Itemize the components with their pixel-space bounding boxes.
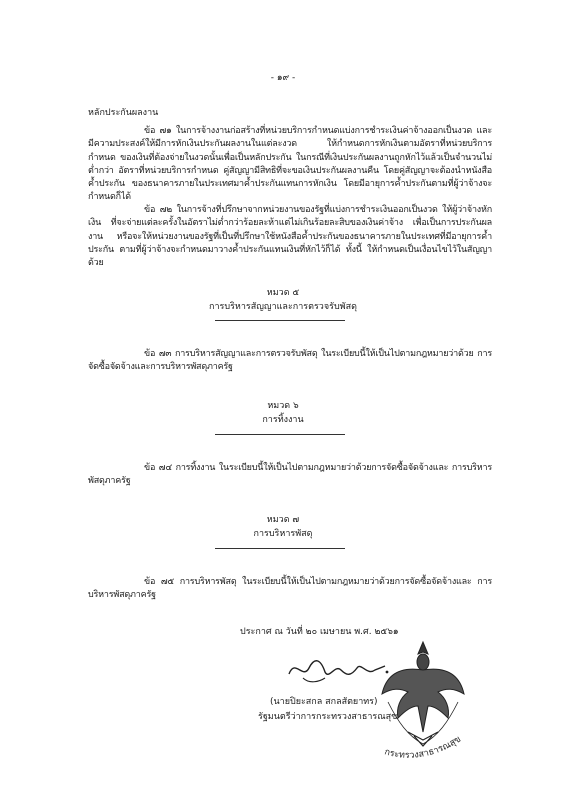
chapter-5-label: หมวด ๕ — [266, 288, 300, 298]
clause-71: ข้อ ๗๑ ในการจ้างงานก่อสร้างที่หน่วยบริการกำหนดแบ่งการชำระเงินค่าจ้างออกเป็นงวด และมีความประสงค์ให้มีการหักเงินประกันผลงานในแต่ละงวด ให้กำหนดการหักเงินตามอัตราที่หน่วยบริการกำหนด ของเงินที่ต้องจ่ายในงวดนั้นเพื่อเป็นหลักประกัน ในกรณีที่เงินประกันผลงานถูกหักไว้แล้วเป็นจำนวนไม่ต่ำกว่า อัตราที่หน่วยบริการกำหนด คู่สัญญามีสิทธิที่จะขอเงินประกันผลงานคืน โดยคู่สัญญาจะต้องนำหนังสือค้ำประกัน ของธนาคารภายในประเทศมาค้ำประกันแทนการหักเงิน โดยมีอายุการค้ำประกันตามที่ผู้ว่าจ้างจะกำหนดก็ได้ — [88, 126, 492, 203]
signer-name: (นายปิยะสกล สกลสัตยาทร) — [270, 697, 378, 707]
divider — [215, 548, 345, 549]
garuda-seal-emblem — [378, 632, 468, 762]
chapter-5-title: การบริหารสัญญาและการตรวจรับพัสดุ — [209, 302, 357, 312]
clause-73: ข้อ ๗๓ การบริหารสัญญาและการตรวจรับพัสดุ ในระเบียบนี้ให้เป็นไปตามกฎหมายว่าด้วย การจัดซื้อจัดจ้างและการบริหารพัสดุภาครัฐ — [88, 349, 492, 373]
chapter-6-label: หมวด ๖ — [267, 401, 299, 411]
seal-caption: กระทรวงสาธารณสุข — [383, 734, 463, 761]
clause-74: ข้อ ๗๔ การทิ้งงาน ในระเบียบนี้ให้เป็นไปตามกฎหมายว่าด้วยการจัดซื้อจัดจ้างและ การบริหารพัสดุภาครัฐ — [88, 463, 492, 487]
page-number: - ๑๙ - — [270, 73, 296, 83]
clause-72: ข้อ ๗๒ ในการจ้างที่ปรึกษาจากหน่วยงานของรัฐที่แบ่งการชำระเงินออกเป็นงวด ให้ผู้ว่าจ้างหักเงิน ที่จะจ่ายแต่ละครั้งในอัตราไม่ต่ำกว่าร้อยละห้าแต่ไม่เกินร้อยละสิบของเงินค่าจ้าง เพื่อเป็นการประกันผลงาน หรือจะให้หน่วยงานของรัฐที่เป็นที่ปรึกษาใช้หนังสือค้ำประกันของธนาคารภายในประเทศที่มีอายุการค้ำประกัน ตามที่ผู้ว่าจ้างจะกำหนดมาวางค้ำประกันแทนเงินที่หักไว้ก็ได้ ทั้งนี้ ให้กำหนดเป็นเงื่อนไขไว้ในสัญญาด้วย — [88, 205, 492, 269]
signer-title: รัฐมนตรีว่าการกระทรวงสาธารณสุข — [258, 712, 398, 722]
chapter-7-label: หมวด ๗ — [266, 515, 300, 525]
chapter-7-title: การบริหารพัสดุ — [253, 529, 313, 539]
clause-75: ข้อ ๗๕ การบริหารพัสดุ ในระเบียบนี้ให้เป็นไปตามกฎหมายว่าด้วยการจัดซื้อจัดจ้างและ การบริหารพัสดุภาครัฐ — [88, 577, 492, 601]
divider — [215, 434, 345, 435]
announcement-date: ประกาศ ณ วันที่ ๒๐ เมษายน พ.ศ. ๒๕๖๑ — [240, 627, 399, 637]
chapter-6-title: การทิ้งงาน — [262, 415, 304, 425]
divider — [215, 320, 345, 321]
section-heading: หลักประกันผลงาน — [88, 108, 159, 118]
